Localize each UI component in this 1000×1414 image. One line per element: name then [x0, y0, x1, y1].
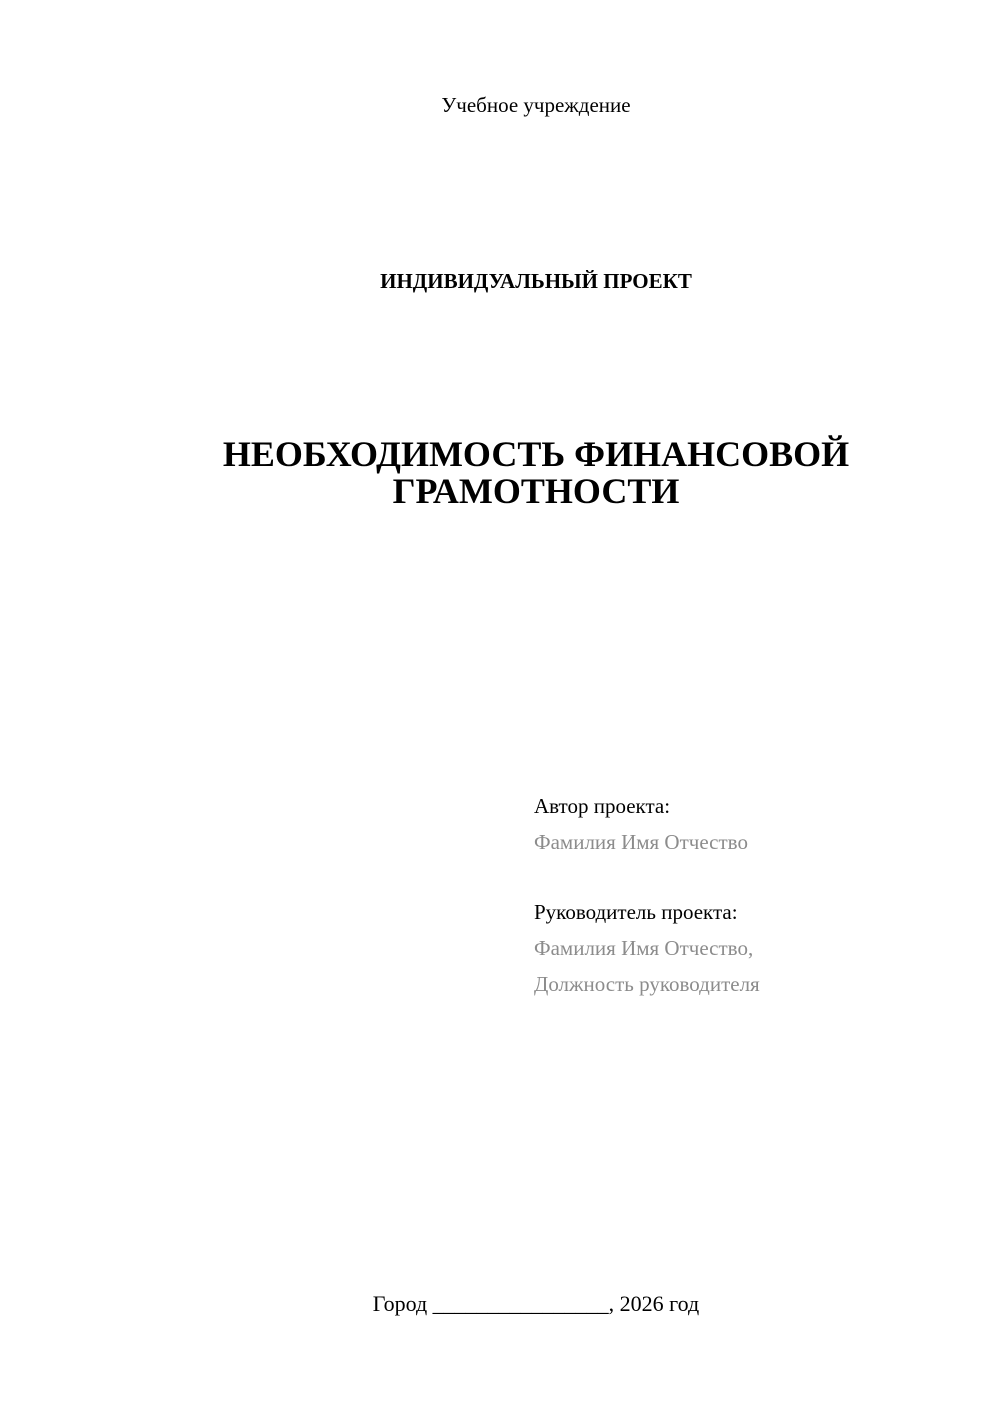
supervisor-label: Руководитель проекта:	[534, 900, 738, 924]
project-title-line-2: ГРАМОТНОСТИ	[392, 471, 680, 511]
author-label: Автор проекта:	[534, 794, 671, 818]
institution-name: Учебное учреждение	[441, 93, 631, 117]
supervisor-position: Должность руководителя	[534, 972, 760, 996]
city-year-line: Город ________________, 2026 год	[372, 1291, 700, 1316]
project-title	[0, 436, 1000, 510]
project-type-heading: ИНДИВИДУАЛЬНЫЙ ПРОЕКТ	[380, 269, 692, 293]
supervisor-name: Фамилия Имя Отчество,	[534, 936, 754, 960]
spacer	[534, 860, 974, 894]
project-people-block	[534, 788, 974, 1002]
project-title-line-1: НЕОБХОДИМОСТЬ ФИНАНСОВОЙ	[222, 434, 850, 474]
author-name: Фамилия Имя Отчество	[534, 830, 748, 854]
